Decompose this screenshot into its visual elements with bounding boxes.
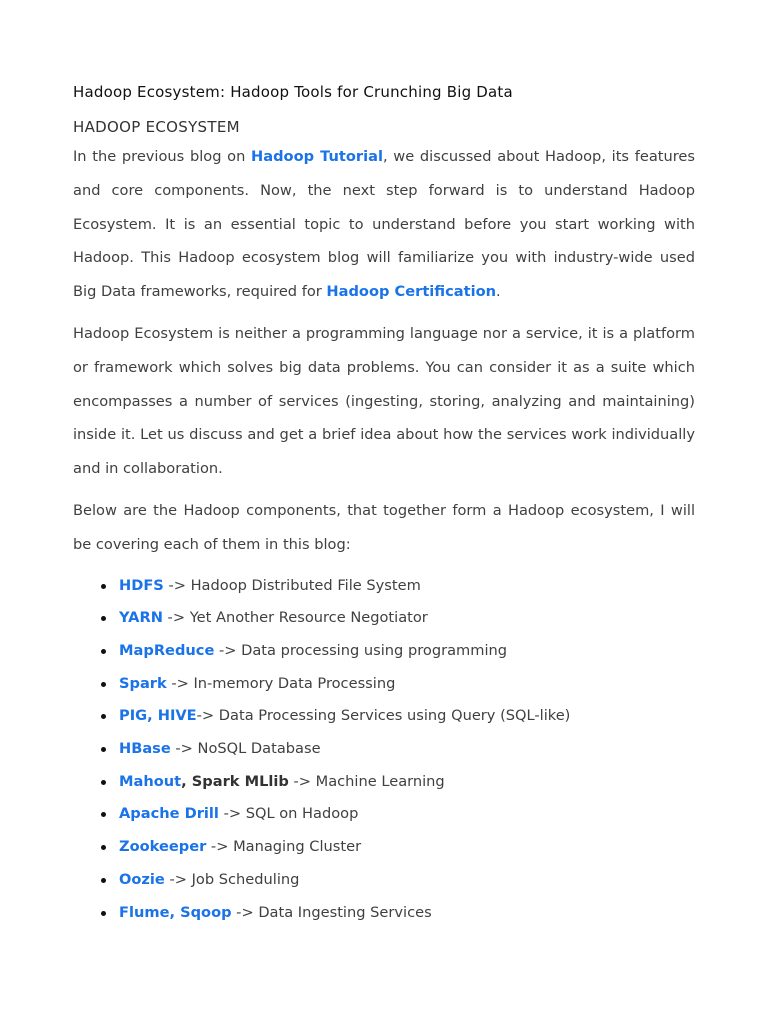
component-description: -> Data Ingesting Services: [231, 903, 432, 921]
bullet-icon: [101, 584, 106, 589]
yarn-link[interactable]: YARN: [119, 609, 163, 627]
ecosystem-description-paragraph: Hadoop Ecosystem is neither a programming language nor a service, it is a platform or framework which solves big data problems. You can consider it as a suite which encompasses a number of services (ingesting, storing, analyzing and maintaining) inside it. Let us discuss and get a brief idea about how the services work individually and in collaboration.: [73, 324, 695, 478]
list-item: [73, 733, 695, 766]
component-description: -> Machine Learning: [288, 772, 445, 790]
bullet-icon: [101, 911, 106, 916]
bullet-icon: [101, 714, 106, 719]
intro-text-middle: , we discussed about Hadoop, its features and core components. Now, the next step forward is to understand Hadoop Ecosystem. It is an essential topic to understand before you start working with Hadoop. This Hadoop ecosystem blog will familiarize you with industry-wide used Big Data frameworks, required for: [73, 148, 696, 301]
bullet-icon: [101, 780, 106, 785]
bullet-icon: [101, 845, 106, 850]
spark-link[interactable]: Spark: [119, 674, 167, 692]
bullet-icon: [101, 682, 106, 687]
component-list: [73, 570, 695, 930]
zookeeper-link[interactable]: Zookeeper: [119, 838, 207, 856]
intro-text-start: In the previous blog on: [73, 148, 252, 165]
hdfs-link[interactable]: HDFS: [119, 576, 164, 594]
hadoop-certification-link[interactable]: Hadoop Certification: [326, 283, 497, 301]
hadoop-tutorial-link[interactable]: Hadoop Tutorial: [251, 148, 383, 165]
component-description: -> SQL on Hadoop: [218, 805, 359, 823]
hive-link[interactable]: HIVE: [157, 707, 197, 725]
component-separator: ,: [181, 772, 192, 790]
intro-text-end: .: [496, 283, 501, 301]
list-item: [73, 700, 695, 733]
component-description: -> In-memory Data Processing: [166, 674, 396, 692]
oozie-link[interactable]: Oozie: [119, 870, 165, 888]
intro-paragraph: [73, 140, 695, 309]
spark-mllib-label: Spark MLlib: [191, 772, 289, 790]
document-page: [73, 80, 695, 929]
list-item: [73, 864, 695, 897]
components-intro-paragraph: Below are the Hadoop components, that together form a Hadoop ecosystem, I will be covering each of them in this blog:: [73, 501, 695, 553]
component-description: -> Job Scheduling: [164, 870, 300, 888]
document-title: Hadoop Ecosystem: Hadoop Tools for Crunching Big Data: [73, 83, 513, 101]
list-item: [73, 897, 695, 930]
bullet-icon: [101, 747, 106, 752]
bullet-icon: [101, 878, 106, 883]
mahout-link[interactable]: Mahout: [119, 772, 182, 790]
component-separator: ,: [147, 707, 158, 725]
flume-sqoop-link[interactable]: Flume, Sqoop: [119, 903, 232, 921]
list-item: [73, 831, 695, 864]
list-item: [73, 766, 695, 799]
list-item: [73, 668, 695, 701]
list-item: [73, 602, 695, 635]
bullet-icon: [101, 812, 106, 817]
list-item: [73, 570, 695, 603]
component-description: -> Data processing using programming: [214, 641, 508, 659]
section-heading: HADOOP ECOSYSTEM: [73, 118, 240, 136]
bullet-icon: [101, 616, 106, 621]
bullet-icon: [101, 649, 106, 654]
component-description: -> Data Processing Services using Query (SQL-like): [196, 707, 571, 725]
component-description: -> Hadoop Distributed File System: [163, 576, 421, 594]
pig-link[interactable]: PIG: [119, 707, 148, 725]
component-description: -> Yet Another Resource Negotiator: [162, 609, 428, 627]
list-item: [73, 635, 695, 668]
mapreduce-link[interactable]: MapReduce: [119, 641, 215, 659]
list-item: [73, 798, 695, 831]
component-description: -> NoSQL Database: [170, 740, 321, 758]
apache-drill-link[interactable]: Apache Drill: [119, 805, 219, 823]
component-description: -> Managing Cluster: [206, 838, 362, 856]
hbase-link[interactable]: HBase: [119, 740, 171, 758]
